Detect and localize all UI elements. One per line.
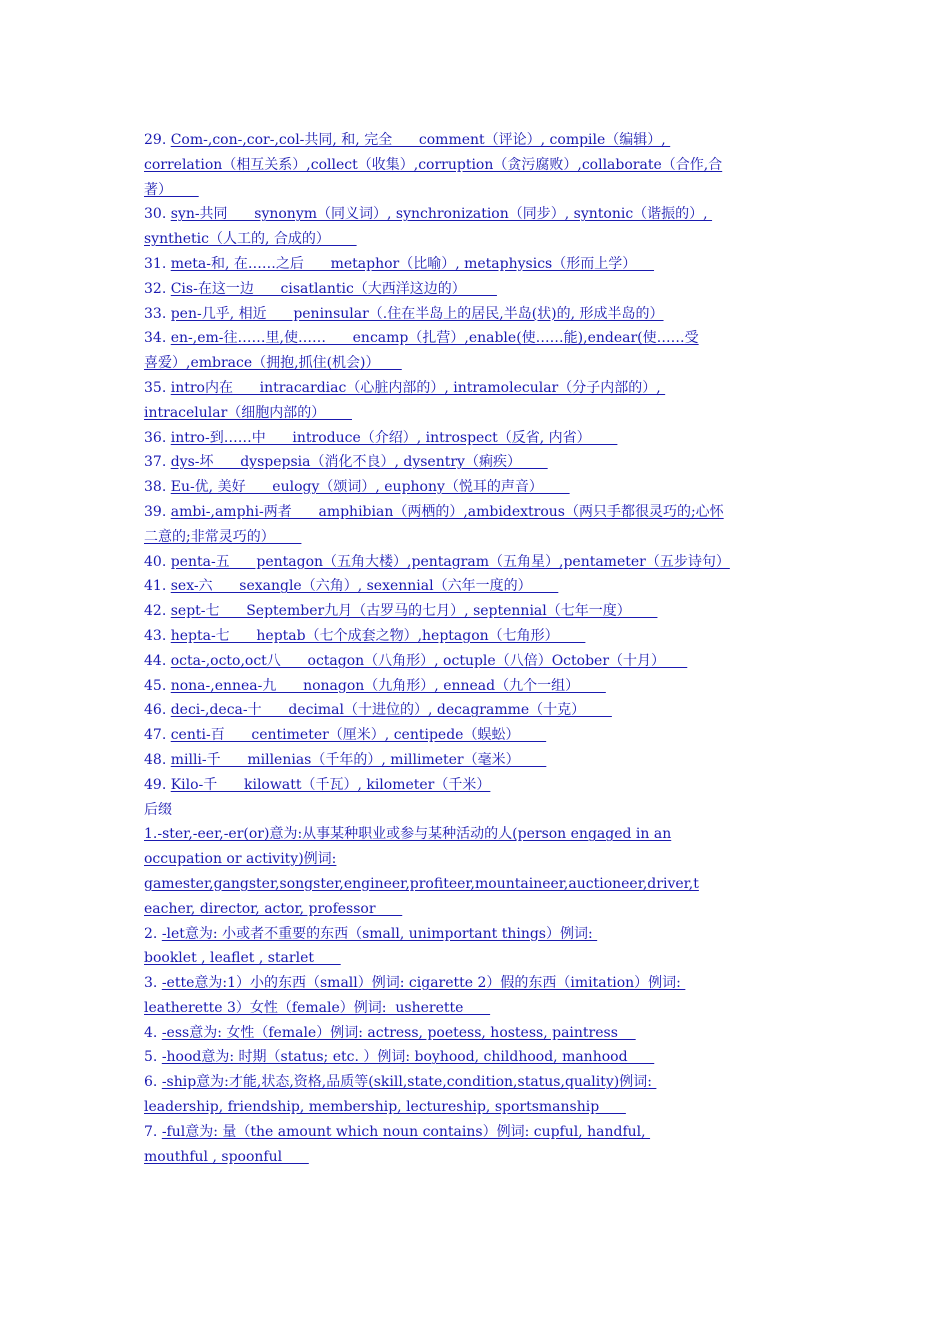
entry-text: -let意为: 小或者不重要的东西（small, unimportant things）例词:	[161, 925, 598, 942]
text-line	[144, 401, 824, 426]
text-line	[144, 500, 824, 525]
entry-text: Kilo-千 kilowatt（千瓦）, kilometer（千米）	[170, 776, 491, 793]
text-line	[144, 1145, 824, 1170]
text-line	[144, 748, 824, 773]
item-number: 31.	[144, 255, 171, 272]
entry-text: octa-,octo,oct八 octagon（八角形）, octuple（八倍）October（十月）	[170, 652, 688, 669]
text-line	[144, 475, 824, 500]
text-line	[144, 1095, 824, 1120]
entry-text: ambi-,amphi-两者 amphibian（两栖的）,ambidextrous（两只手都很灵巧的;心怀	[170, 503, 724, 520]
text-line	[144, 302, 824, 327]
text-line	[144, 1070, 824, 1095]
entry-text: booklet , leaflet , starlet	[144, 950, 341, 967]
text-line	[144, 773, 824, 798]
item-number: 3.	[144, 975, 162, 992]
document-page	[144, 128, 824, 1169]
item-number: 45.	[144, 677, 171, 694]
entry-text: sex-六 sexangle（六角）, sexennial（六年一度的）	[170, 578, 559, 595]
text-line	[144, 847, 824, 872]
entry-text: intro-到……中 introduce（介绍）, introspect（反省, 内省）	[170, 429, 618, 446]
item-number: 43.	[144, 627, 171, 644]
text-line	[144, 252, 824, 277]
text-line	[144, 1045, 824, 1070]
text-line	[144, 376, 824, 401]
entry-text: centi-百 centimeter（厘米）, centipede（蜈蚣）	[170, 727, 547, 744]
item-number: 6.	[144, 1074, 162, 1091]
text-line	[144, 1120, 824, 1145]
text-line	[144, 153, 824, 178]
text-line	[144, 426, 824, 451]
section-heading	[144, 798, 824, 823]
entry-text: -ette意为:1）小的东西（small）例词: cigarette 2）假的东西（imitation）例词:	[161, 975, 686, 992]
text-line	[144, 822, 824, 847]
text-line	[144, 128, 824, 153]
item-number: 29.	[144, 132, 171, 148]
entry-text: meta-和, 在……之后 metaphor（比喻）, metaphysics（形而上学）	[170, 255, 655, 272]
text-line	[144, 971, 824, 996]
entry-text: sept-七 September九月（古罗马的七月）, septennial（七年一度）	[170, 603, 658, 620]
text-line	[144, 450, 824, 475]
text-line	[144, 178, 824, 203]
entry-text: -ship意为:才能,状态,资格,品质等(skill,state,condition,status,quality)例词:	[161, 1074, 657, 1091]
item-number: 40.	[144, 553, 171, 570]
entry-text: intracelular（细胞内部的）	[144, 404, 352, 421]
text-line	[144, 872, 824, 897]
text-line	[144, 574, 824, 599]
entry-text: milli-千 millenias（千年的）, millimeter（毫米）	[170, 751, 547, 768]
item-number: 47.	[144, 727, 171, 744]
item-number: 30.	[144, 206, 171, 223]
item-number: 49.	[144, 776, 171, 793]
text-line	[144, 624, 824, 649]
text-line	[144, 946, 824, 971]
heading-text: 后缀	[144, 801, 172, 818]
entry-text: gamester,gangster,songster,engineer,profiteer,mountaineer,auctioneer,driver,t	[144, 875, 699, 892]
item-number: 44.	[144, 652, 171, 669]
text-line	[144, 227, 824, 252]
entry-text: synthetic（人工的, 合成的）	[144, 231, 357, 248]
item-number: 7.	[144, 1123, 162, 1140]
entry-text: Com-,con-,cor-,col-共同, 和, 完全 comment（评论）, compile（编辑）,	[170, 132, 671, 148]
text-line	[144, 599, 824, 624]
entry-text: en-,em-往……里,使…… encamp（扎营）,enable(使……能),endear(使……受	[170, 330, 699, 347]
item-number: 37.	[144, 454, 171, 471]
item-number: 42.	[144, 603, 171, 620]
text-line	[144, 326, 824, 351]
text-line	[144, 674, 824, 699]
entry-text: correlation（相互关系）,collect（收集）,corruption（贪污腐败）,collaborate（合作,合	[144, 156, 723, 173]
text-line	[144, 922, 824, 947]
entry-text: mouthful , spoonful	[144, 1148, 309, 1165]
text-line	[144, 996, 824, 1021]
item-number: 35.	[144, 379, 171, 396]
item-number: 39.	[144, 503, 171, 520]
item-number: 2.	[144, 925, 162, 942]
entry-text: hepta-七 heptab（七个成套之物）,heptagon（七角形）	[170, 627, 586, 644]
entry-text: pen-几乎, 相近 peninsular（.住在半岛上的居民,半岛(状)的, 形成半岛的）	[170, 305, 664, 322]
item-number: 4.	[144, 1024, 162, 1041]
entry-text: -hood意为: 时期（status; etc. ）例词: boyhood, childhood, manhood	[161, 1049, 655, 1066]
text-line	[144, 698, 824, 723]
entry-text: eacher, director, actor, professor	[144, 900, 403, 917]
item-number: 32.	[144, 280, 171, 297]
entry-text: leadership, friendship, membership, lectureship, sportsmanship	[144, 1099, 626, 1116]
text-line	[144, 202, 824, 227]
entry-text: penta-五 pentagon（五角大楼）,pentagram（五角星）,pentameter（五步诗句）	[170, 553, 730, 570]
item-number: 46.	[144, 702, 171, 719]
text-line	[144, 649, 824, 674]
item-number: 33.	[144, 305, 171, 322]
item-number: 36.	[144, 429, 171, 446]
entry-text: 喜爱）,embrace（拥抱,抓住(机会)）	[144, 355, 402, 372]
entry-text: 1.-ster,-eer,-er(or)意为:从事某种职业或参与某种活动的人(person engaged in an	[144, 826, 672, 843]
entry-text: Eu-优, 美好 eulogy（颂词）, euphony（悦耳的声音）	[170, 479, 570, 496]
item-number: 34.	[144, 330, 171, 347]
entry-text: 著）	[144, 181, 199, 198]
item-number: 5.	[144, 1049, 162, 1066]
text-line	[144, 351, 824, 376]
entry-text: dys-坏 dyspepsia（消化不良）, dysentry（痢疾）	[170, 454, 548, 471]
entry-text: occupation or activity)例词:	[144, 851, 337, 868]
text-line	[144, 897, 824, 922]
entry-text: -ful意为: 量（the amount which noun contains）例词: cupful, handful,	[161, 1123, 651, 1140]
text-line	[144, 550, 824, 575]
item-number: 38.	[144, 479, 171, 496]
item-number: 48.	[144, 751, 171, 768]
entry-text: intro内在 intracardiac（心脏内部的）, intramolecular（分子内部的）,	[170, 379, 666, 396]
text-line	[144, 1021, 824, 1046]
entry-text: syn-共同 synonym（同义词）, synchronization（同步）, syntonic（谐振的）,	[170, 206, 713, 223]
entry-text: nona-,ennea-九 nonagon（九角形）, ennead（九个一组）	[170, 677, 606, 694]
text-line	[144, 723, 824, 748]
entry-text: deci-,deca-十 decimal（十进位的）, decagramme（十克）	[170, 702, 612, 719]
item-number: 41.	[144, 578, 171, 595]
text-line	[144, 525, 824, 550]
entry-text: -ess意为: 女性（female）例词: actress, poetess, hostess, paintress	[161, 1024, 636, 1041]
entry-text: leatherette 3）女性（female）例词: usherette	[144, 999, 491, 1016]
entry-text: Cis-在这一边 cisatlantic（大西洋这边的）	[170, 280, 497, 297]
text-line	[144, 277, 824, 302]
entry-text: 二意的;非常灵巧的）	[144, 528, 302, 545]
